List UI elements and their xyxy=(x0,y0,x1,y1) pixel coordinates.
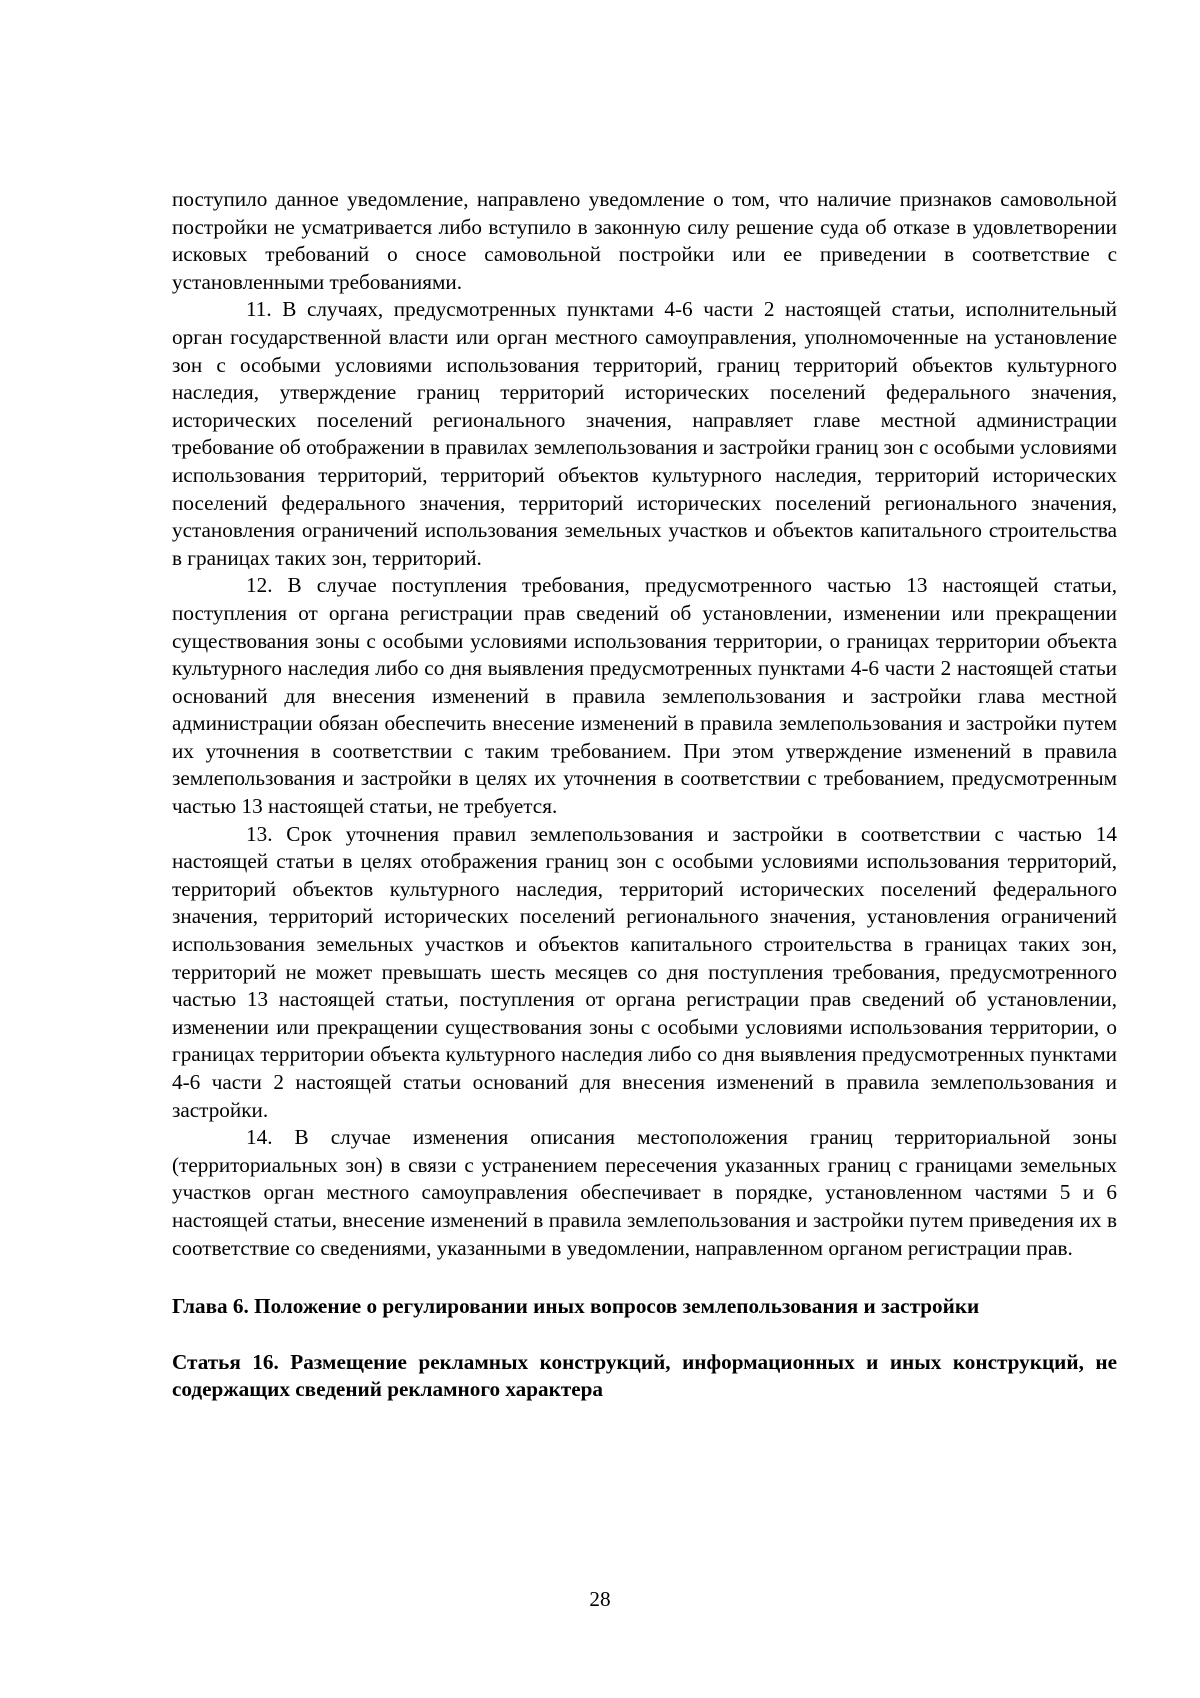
page-number: 28 xyxy=(589,1587,611,1611)
paragraph-11: 11. В случаях, предусмотренных пунктами 4-6 части 2 настоящей статьи, исполнительный орган государственной власти или орган местного самоуправления, уполномоченные на установление зон с особыми условиями использования территорий, границ территорий объектов культурного наследия, утверждение границ территорий исторических поселений федерального значения, исторических поселений регионального значения, направляет главе местной администрации требование об отображении в правилах землепользования и застройки границ зон с особыми условиями использования территорий, территорий объектов культурного наследия, территорий исторических поселений федерального значения, территорий исторических поселений регионального значения, установления ограничений использования земельных участков и объектов капитального строительства в границах таких зон, территорий. xyxy=(172,297,1117,570)
paragraph-13: 13. Срок уточнения правил землепользования и застройки в соответствии с частью 14 настоящей статьи в целях отображения границ зон с особыми условиями использования территорий, территорий объектов культурного наследия, территорий исторических поселений федерального значения, территорий исторических поселений регионального значения, установления ограничений использования земельных участков и объектов капитального строительства в границах таких зон, территорий не может превышать шесть месяцев со дня поступления требования, предусмотренного частью 13 настоящей статьи, поступления от органа регистрации прав сведений об установлении, изменении или прекращении существования зоны с особыми условиями использования территории, о границах территории объекта культурного наследия либо со дня выявления предусмотренных пунктами 4-6 части 2 настоящей статьи оснований для внесения изменений в правила землепользования и застройки. xyxy=(172,821,1117,1122)
article-heading: Статья 16. Размещение рекламных конструкций, информационных и иных конструкций, не содержащих сведений рекламного характера xyxy=(172,1349,1117,1402)
chapter-heading: Глава 6. Положение о регулировании иных вопросов землепользования и застройки xyxy=(172,1294,980,1319)
paragraph-12: 12. В случае поступления требования, предусмотренного частью 13 настоящей статьи, поступления от органа регистрации прав сведений об установлении, изменении или прекращении существования зоны с особыми условиями использования территории, о границах территории объекта культурного наследия либо со дня выявления предусмотренных пунктами 4-6 части 2 настоящей статьи оснований для внесения изменений в правила землепользования и застройки глава местной администрации обязан обеспечить внесение изменений в правила землепользования и застройки путем их уточнения в соответствии с таким требованием. При этом утверждение изменений в правила землепользования и застройки в целях их уточнения в соответствии с требованием, предусмотренным частью 13 настоящей статьи, не требуется. xyxy=(172,573,1117,819)
paragraph-continuation: поступило данное уведомление, направлено уведомление о том, что наличие признаков самовольной постройки не усматривается либо вступило в законную силу решение суда об отказе в удовлетворении исковых требований о сносе самовольной постройки или ее приведении в соответствие с установленными требованиями. xyxy=(172,187,1117,294)
paragraph-14: 14. В случае изменения описания местоположения границ территориальной зоны (территориальных зон) в связи с устранением пересечения указанных границ с границами земельных участков орган местного самоуправления обеспечивает в порядке, установленном частями 5 и 6 настоящей статьи, внесение изменений в правила землепользования и застройки путем приведения их в соответствие со сведениями, указанными в уведомлении, направленном органом регистрации прав. xyxy=(172,1125,1117,1260)
document-body xyxy=(172,186,1117,1404)
